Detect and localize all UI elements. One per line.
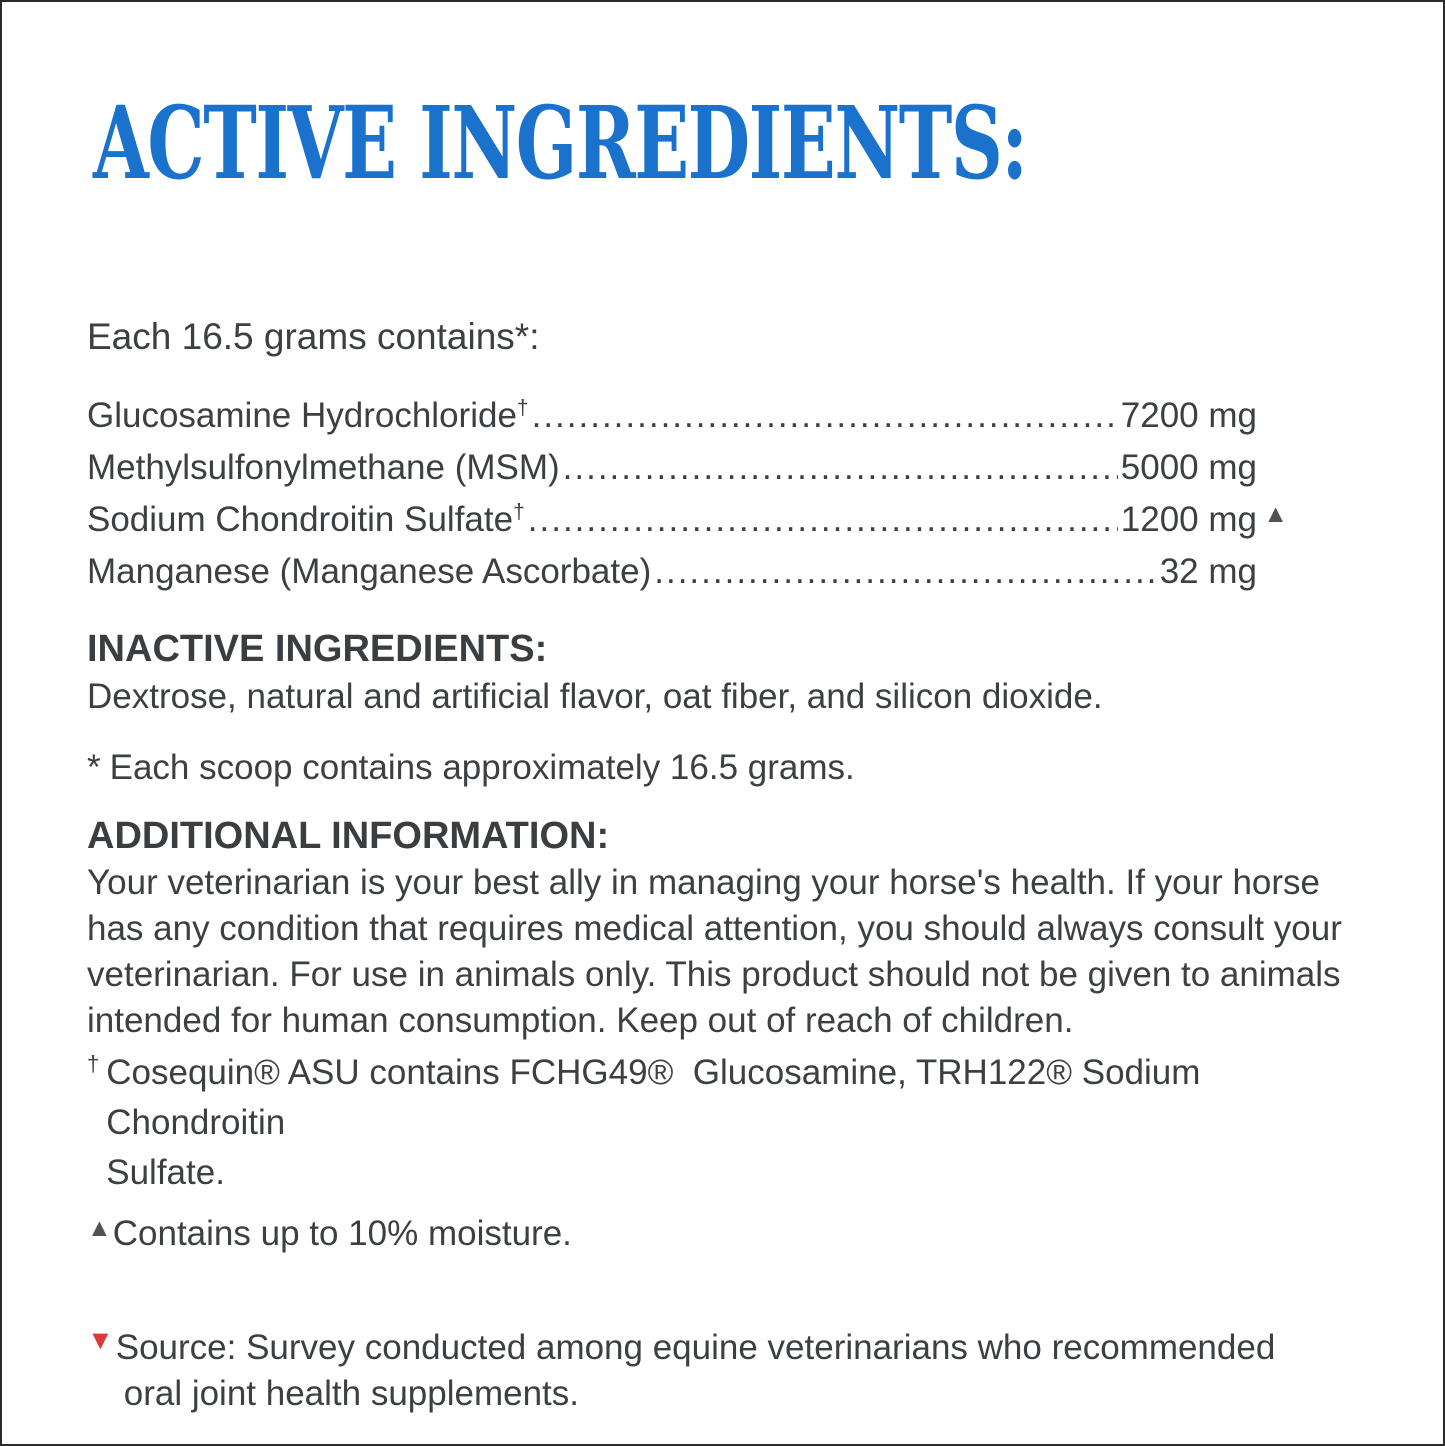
source-footnote <box>87 1325 1353 1417</box>
footnote-line: Source: Survey conducted among equine veterinarians who recommended <box>115 1328 1276 1367</box>
ingredient-name-text: Manganese (Manganese Ascorbate) <box>87 552 652 591</box>
asterisk-marker: * <box>87 748 101 787</box>
dagger-footnote-lines <box>106 1048 1353 1198</box>
triangle-down-red-icon: ▼ <box>87 1325 114 1355</box>
dagger-icon: † <box>87 1051 100 1076</box>
inactive-ingredients-heading: INACTIVE INGREDIENTS: <box>87 628 548 670</box>
scoop-footnote-text: Each scoop contains approximately 16.5 grams. <box>109 748 855 787</box>
ingredient-amount-text: 5000 mg <box>1120 448 1257 487</box>
moisture-footnote <box>87 1210 1353 1261</box>
additional-information-section <box>87 813 1353 1044</box>
ingredient-row <box>87 494 1288 546</box>
inactive-ingredients-body: Dextrose, natural and artificial flavor, oat fiber, and silicon dioxide. <box>87 677 1103 716</box>
dagger-marker: † <box>516 396 529 420</box>
ingredient-name <box>87 390 529 442</box>
source-footnote-lines <box>116 1325 1276 1417</box>
triangle-up-icon: ▲ <box>87 1214 112 1242</box>
dotted-leader <box>532 390 1118 442</box>
footnote-line: Sulfate. <box>106 1153 225 1192</box>
inactive-ingredients-section <box>87 626 1353 720</box>
ingredient-row <box>87 442 1257 494</box>
paragraph-line: has any condition that requires medical attention, you should always consult your <box>87 909 1342 948</box>
ingredient-name-text: Sodium Chondroitin Sulfate <box>87 500 514 539</box>
triangle-marker: ▲ <box>1263 500 1288 528</box>
ingredient-amount-text: 7200 mg <box>1120 396 1257 435</box>
ingredient-amount <box>1121 390 1257 442</box>
paragraph-line: veterinarian. For use in animals only. This product should not be given to animals <box>87 955 1341 994</box>
dagger-footnote <box>87 1048 1353 1198</box>
paragraph-line: Your veterinarian is your best ally in managing your horse's health. If your horse <box>87 863 1320 902</box>
dotted-leader <box>528 494 1118 546</box>
paragraph-line: intended for human consumption. Keep out of reach of children. <box>87 1001 1074 1040</box>
ingredient-amount-text: 32 mg <box>1159 552 1257 591</box>
serving-size-line: Each 16.5 grams contains*: <box>87 316 540 357</box>
dotted-leader <box>563 442 1118 494</box>
ingredient-name-text: Methylsulfonylmethane (MSM) <box>87 448 560 487</box>
ingredient-row <box>87 390 1257 442</box>
dagger-marker: † <box>513 500 525 524</box>
ingredient-amount <box>1121 442 1257 494</box>
ingredient-name <box>87 494 525 546</box>
additional-information-heading: ADDITIONAL INFORMATION: <box>87 815 610 857</box>
ingredient-amount-text: 1200 mg <box>1120 500 1257 539</box>
footnote-line: oral joint health supplements. <box>123 1374 580 1413</box>
label-panel <box>2 84 1443 1417</box>
additional-information-body <box>87 860 1353 1044</box>
moisture-footnote-text: Contains up to 10% moisture. <box>112 1214 572 1253</box>
ingredient-row <box>87 546 1257 598</box>
ingredient-name <box>87 442 560 494</box>
ingredient-name-text: Glucosamine Hydrochloride <box>87 396 517 435</box>
scoop-footnote <box>87 744 1353 791</box>
ingredient-amount <box>1120 494 1288 546</box>
ingredient-amount <box>1160 546 1257 598</box>
page-title: ACTIVE INGREDIENTS: <box>93 84 1027 202</box>
active-ingredients-table <box>87 390 1288 598</box>
ingredient-name <box>87 546 651 598</box>
footnote-line: Cosequin® ASU contains FCHG49® Glucosamine, TRH122® Sodium Chondroitin <box>106 1053 1211 1142</box>
dotted-leader <box>654 546 1156 598</box>
